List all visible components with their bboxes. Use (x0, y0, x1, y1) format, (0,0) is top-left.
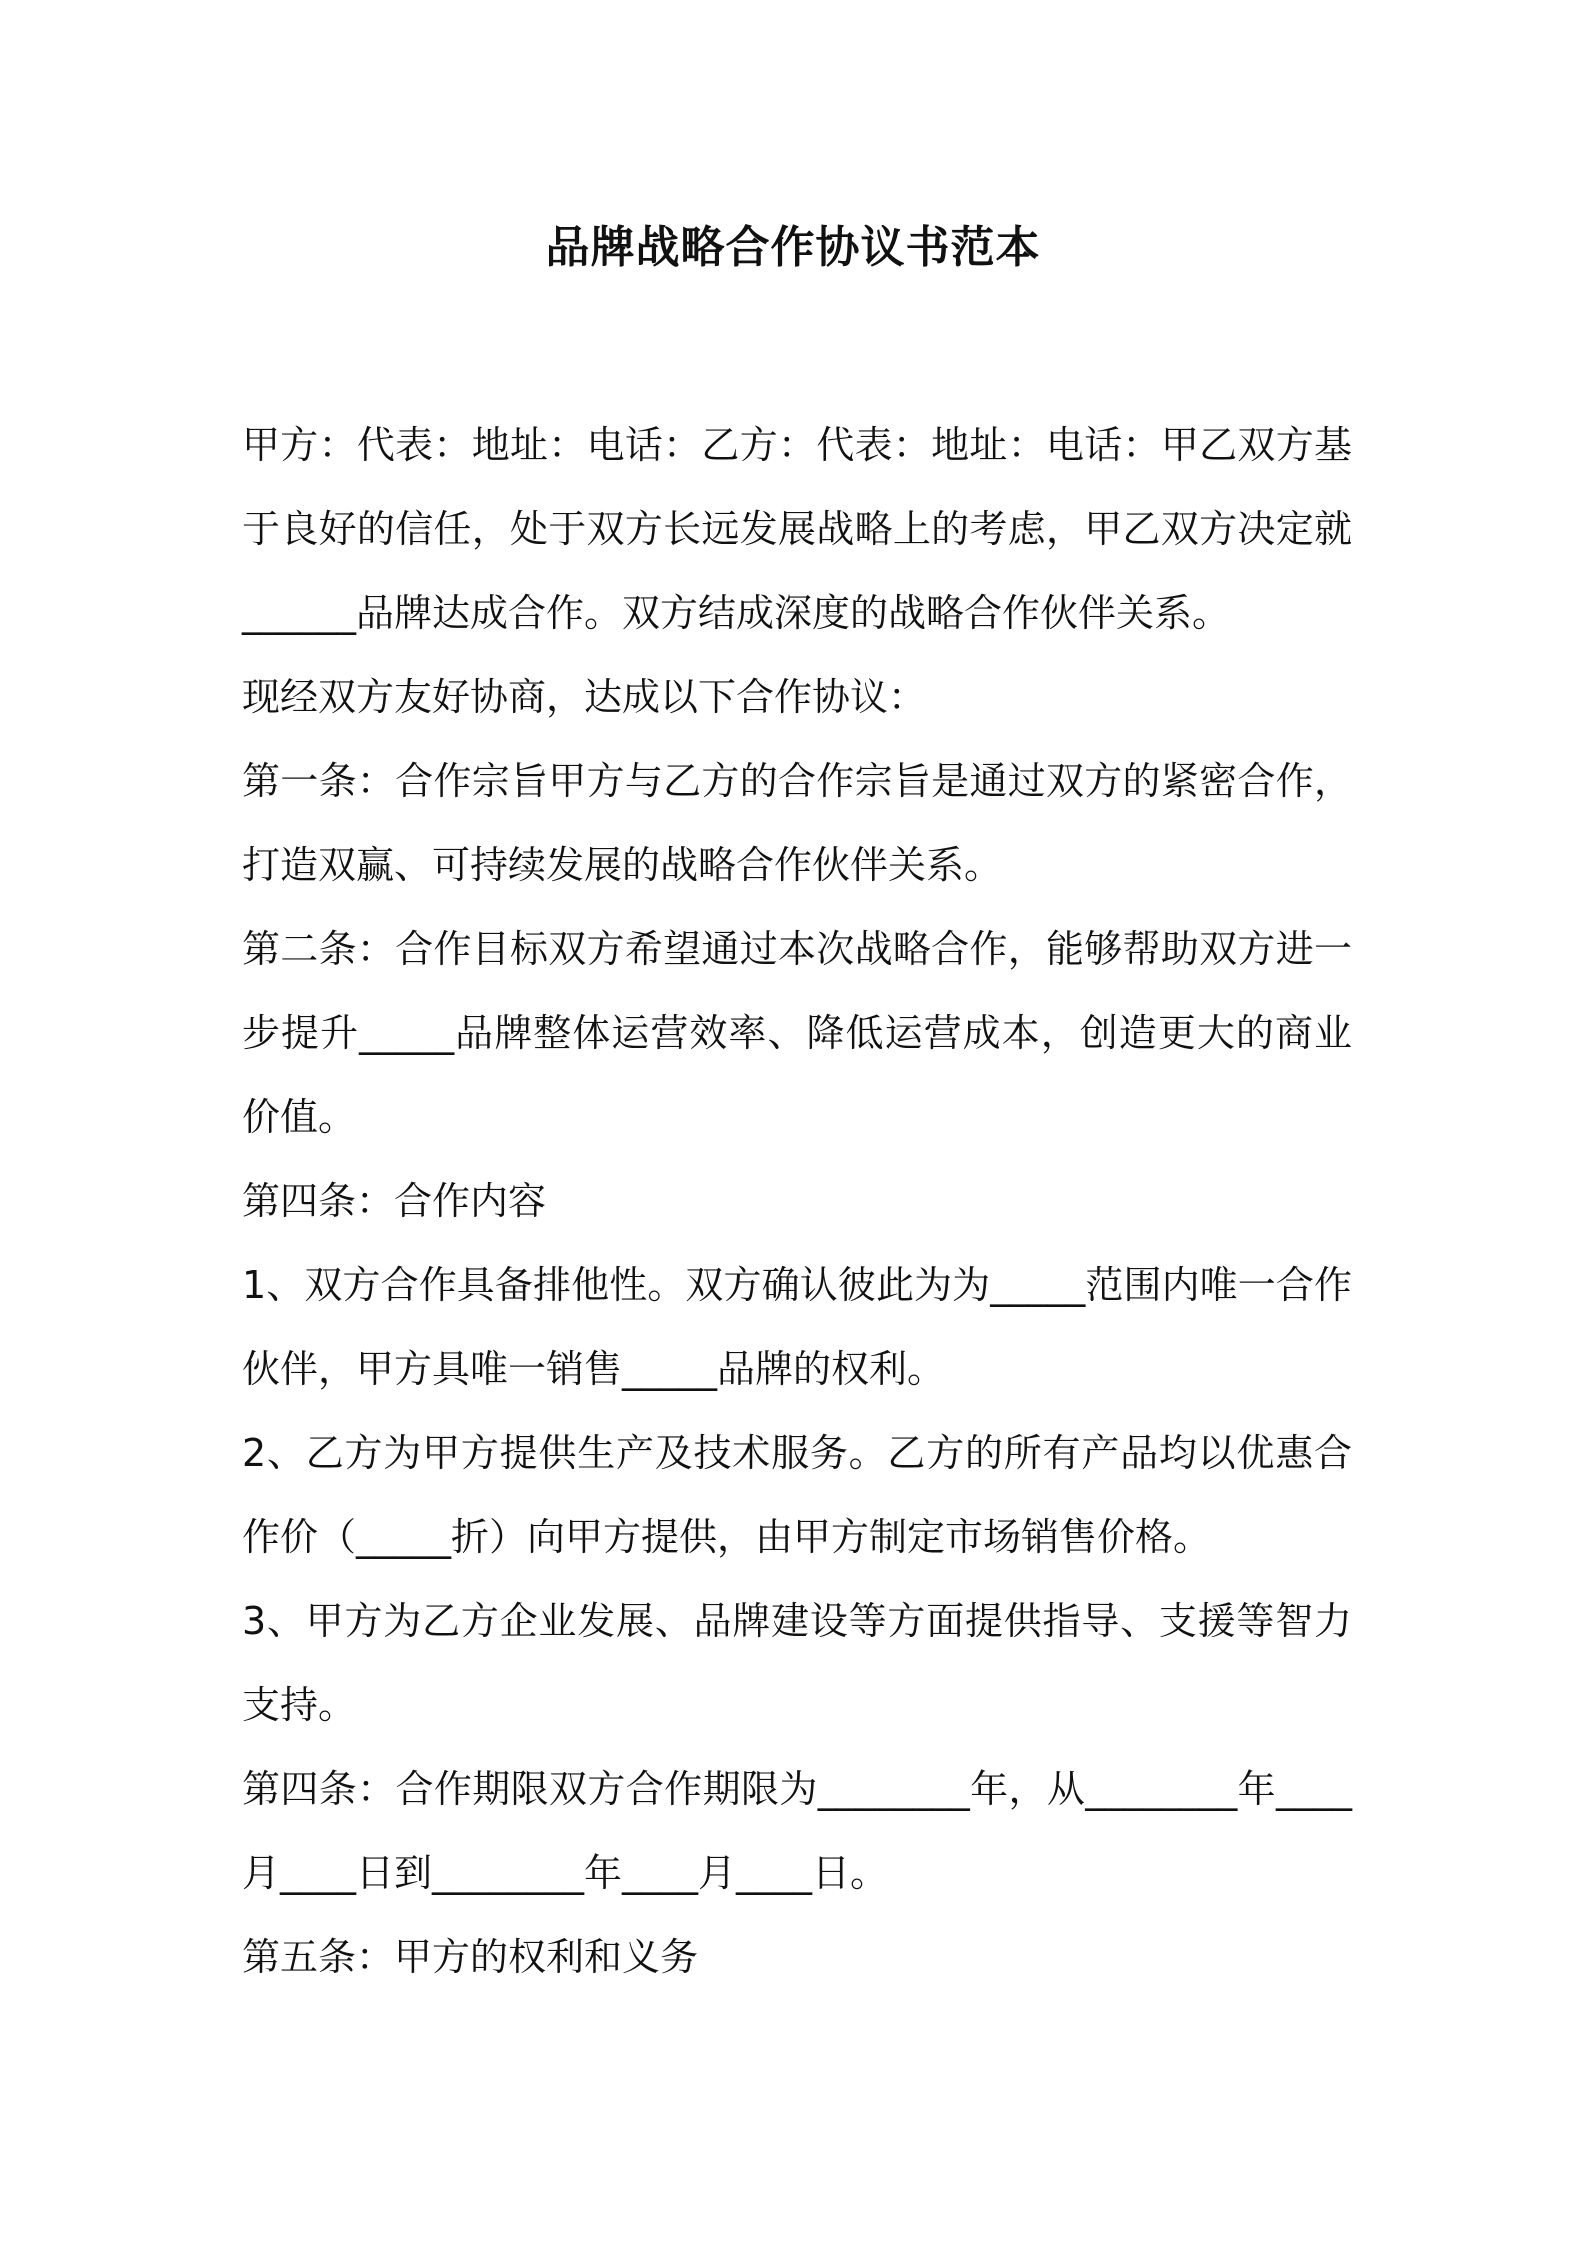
paragraph-parties-intro: 甲方：代表：地址：电话：乙方：代表：地址：电话：甲乙双方基于良好的信任，处于双方长远发展战略上的考虑，甲乙双方决定就______品牌达成合作。双方结成深度的战略合作伙伴关系。 (242, 423, 1352, 635)
paragraph-content-item-3: 3、甲方为乙方企业发展、品牌建设等方面提供指导、支援等智力支持。 (242, 1599, 1352, 1727)
document-title: 品牌战略合作协议书范本 (545, 222, 1041, 273)
paragraph-article-4-content-heading: 第四条：合作内容 (242, 1179, 547, 1223)
paragraph-article-5-heading: 第五条：甲方的权利和义务 (242, 1935, 699, 1979)
paragraph-content-item-2: 2、乙方为甲方提供生产及技术服务。乙方的所有产品均以优惠合作价（_____折）向甲方提供，由甲方制定市场销售价格。 (242, 1431, 1352, 1559)
paragraph-article-2-goal: 第二条：合作目标双方希望通过本次战略合作，能够帮助双方进一步提升_____品牌整体运营效率、降低运营成本，创造更大的商业价值。 (242, 927, 1352, 1139)
paragraph-article-4-term: 第四条：合作期限双方合作期限为________年，从________年____月____日到________年____月____日。 (242, 1767, 1352, 1895)
document-body (242, 403, 1352, 1999)
paragraph-content-item-1: 1、双方合作具备排他性。双方确认彼此为为_____范围内唯一合作伙伴，甲方具唯一销售_____品牌的权利。 (242, 1263, 1352, 1391)
paragraph-agreement-lead: 现经双方友好协商，达成以下合作协议： (242, 675, 927, 719)
paragraph-article-1-purpose: 第一条：合作宗旨甲方与乙方的合作宗旨是通过双方的紧密合作，打造双赢、可持续发展的战略合作伙伴关系。 (242, 759, 1352, 887)
